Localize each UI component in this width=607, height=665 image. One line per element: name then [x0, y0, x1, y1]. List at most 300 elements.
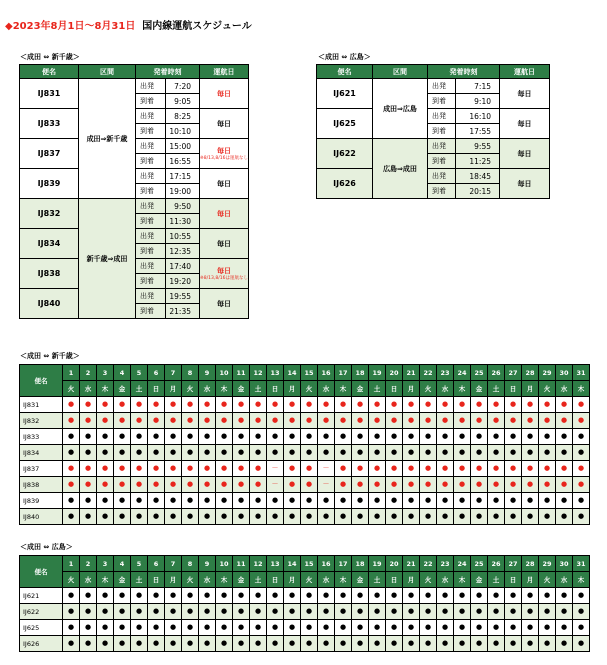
flight-dot: ● — [509, 591, 517, 599]
departure-label: 出発 — [136, 169, 166, 184]
flight-dot: ● — [560, 400, 568, 408]
arrival-label: 到着 — [428, 94, 456, 109]
day-cell — [454, 509, 471, 525]
flight-number: IJ626 — [317, 169, 373, 199]
day-cell — [505, 588, 522, 604]
flight-number: IJ831 — [20, 397, 63, 413]
flight-dot: ● — [84, 432, 92, 440]
weekday: 火 — [63, 381, 80, 397]
day-cell — [216, 413, 233, 429]
day-cell — [284, 636, 301, 652]
operation-days-label: 毎日 — [217, 266, 231, 275]
day-cell — [386, 477, 403, 493]
flight-dot: ● — [67, 496, 75, 504]
arrival-time: 11:30 — [166, 214, 200, 229]
day-cell — [369, 477, 386, 493]
flight-dot: ● — [356, 623, 364, 631]
day-cell — [352, 413, 369, 429]
flight-dot: ● — [356, 448, 364, 456]
flight-dot: ● — [373, 432, 381, 440]
departure-label: 出発 — [136, 139, 166, 154]
day-cell — [352, 588, 369, 604]
weekday: 金 — [114, 572, 131, 588]
day-cell — [114, 461, 131, 477]
flight-number: IJ837 — [20, 139, 79, 169]
day-cell — [301, 588, 318, 604]
day-cell — [80, 461, 97, 477]
day-cell — [505, 413, 522, 429]
weekday: 土 — [131, 572, 148, 588]
day-cell — [318, 461, 335, 477]
day-cell — [80, 636, 97, 652]
day-cell — [386, 636, 403, 652]
day-number: 10 — [216, 365, 233, 381]
day-cell — [335, 620, 352, 636]
departure-label: 出発 — [428, 139, 456, 154]
day-cell — [165, 413, 182, 429]
day-cell — [403, 397, 420, 413]
day-cell — [250, 620, 267, 636]
flight-dot: ● — [271, 512, 279, 520]
day-number: 31 — [573, 556, 590, 572]
day-number: 15 — [301, 365, 318, 381]
day-cell — [573, 445, 590, 461]
day-cell — [488, 588, 505, 604]
flight-dot: ● — [526, 480, 534, 488]
flight-number: IJ626 — [20, 636, 63, 652]
day-cell — [131, 620, 148, 636]
day-number: 27 — [505, 365, 522, 381]
header-route: 区間 — [373, 65, 428, 79]
flight-dot: ● — [543, 591, 551, 599]
day-cell — [97, 397, 114, 413]
flight-dot: ● — [526, 591, 534, 599]
flight-dot: ● — [339, 432, 347, 440]
day-cell — [352, 636, 369, 652]
calendar-row — [20, 413, 590, 429]
day-cell — [233, 636, 250, 652]
flight-dot: ● — [356, 607, 364, 615]
flight-dot: ● — [237, 496, 245, 504]
flight-dot: ● — [254, 448, 262, 456]
arrival-label: 到着 — [136, 184, 166, 199]
flight-dot: ● — [186, 591, 194, 599]
flight-dot: ● — [356, 591, 364, 599]
flight-dot: ● — [560, 464, 568, 472]
weekday: 水 — [556, 381, 573, 397]
flight-dot: ● — [101, 432, 109, 440]
flight-dot: ● — [101, 639, 109, 647]
departure-label: 出発 — [136, 259, 166, 274]
flight-dot: ● — [577, 432, 585, 440]
flight-dot: ● — [458, 448, 466, 456]
day-cell — [216, 509, 233, 525]
flight-dot: ● — [407, 416, 415, 424]
day-cell — [573, 477, 590, 493]
flight-dot: ● — [169, 448, 177, 456]
calendar-row — [20, 509, 590, 525]
flight-dot: ● — [254, 639, 262, 647]
day-cell — [63, 588, 80, 604]
flight-dot: ● — [339, 464, 347, 472]
day-number: 26 — [488, 556, 505, 572]
day-cell — [335, 413, 352, 429]
flight-dot: ● — [271, 416, 279, 424]
day-cell — [573, 604, 590, 620]
weekday: 日 — [505, 572, 522, 588]
day-cell — [114, 477, 131, 493]
flight-dot: ● — [84, 464, 92, 472]
flight-dot: ● — [271, 400, 279, 408]
day-cell — [505, 397, 522, 413]
flight-dot: ● — [509, 496, 517, 504]
flight-number: IJ837 — [20, 461, 63, 477]
flight-dot: ● — [186, 639, 194, 647]
flight-dot: ● — [339, 623, 347, 631]
flight-dot: ● — [373, 639, 381, 647]
flight-dot: ● — [254, 496, 262, 504]
day-cell — [131, 604, 148, 620]
day-cell — [301, 604, 318, 620]
operation-days-label: 毎日 — [217, 146, 231, 155]
flight-dot: ● — [118, 464, 126, 472]
flight-number: IJ621 — [317, 79, 373, 109]
weekday: 日 — [386, 381, 403, 397]
flight-dot: ● — [118, 496, 126, 504]
day-cell — [488, 493, 505, 509]
flight-dot: ● — [560, 496, 568, 504]
flight-number: IJ622 — [317, 139, 373, 169]
weekday: 月 — [403, 381, 420, 397]
flight-dot: ● — [492, 416, 500, 424]
day-cell — [369, 604, 386, 620]
flight-dot: ● — [186, 496, 194, 504]
departure-label: 出発 — [136, 229, 166, 244]
flight-dot: ● — [373, 464, 381, 472]
flight-dot: ● — [356, 639, 364, 647]
flight-dot: ● — [390, 416, 398, 424]
flight-dot: ● — [560, 448, 568, 456]
day-cell — [386, 445, 403, 461]
day-cell — [573, 636, 590, 652]
day-number: 31 — [573, 365, 590, 381]
flight-dot: ● — [424, 464, 432, 472]
day-cell — [63, 493, 80, 509]
day-cell — [199, 493, 216, 509]
day-cell — [165, 604, 182, 620]
operation-days-label: 毎日 — [217, 239, 231, 248]
flight-number: IJ834 — [20, 229, 79, 259]
weekday: 水 — [318, 572, 335, 588]
flight-dot: ● — [560, 512, 568, 520]
day-cell — [437, 445, 454, 461]
flight-number: IJ838 — [20, 259, 79, 289]
day-cell — [471, 588, 488, 604]
flight-dot: ● — [203, 623, 211, 631]
flight-dot: ● — [509, 448, 517, 456]
day-cell — [233, 588, 250, 604]
flight-dot: ● — [186, 416, 194, 424]
weekday: 木 — [335, 572, 352, 588]
operation-days-label: 毎日 — [217, 179, 231, 188]
calendar-row — [20, 397, 590, 413]
flight-dot: ● — [424, 512, 432, 520]
flight-dot: ● — [424, 480, 432, 488]
flight-dot: ● — [492, 496, 500, 504]
day-cell — [420, 493, 437, 509]
flight-dot: ● — [339, 591, 347, 599]
header-days: 運航日 — [500, 65, 550, 79]
flight-dot: ● — [390, 591, 398, 599]
schedule-table-sapporo — [19, 64, 249, 319]
operation-note: ※8/13,8/16は運航なし — [200, 155, 248, 161]
day-cell — [267, 477, 284, 493]
flight-dot: ● — [101, 512, 109, 520]
flight-dot: ● — [441, 512, 449, 520]
flight-dot: ● — [186, 400, 194, 408]
weekday: 水 — [556, 572, 573, 588]
day-cell — [182, 636, 199, 652]
day-cell — [556, 588, 573, 604]
weekday: 金 — [233, 381, 250, 397]
flight-dot: ● — [322, 623, 330, 631]
day-cell — [114, 604, 131, 620]
flight-dot: ● — [560, 639, 568, 647]
flight-number: IJ833 — [20, 429, 63, 445]
weekday: 火 — [63, 572, 80, 588]
day-cell — [80, 620, 97, 636]
day-cell — [199, 588, 216, 604]
flight-dot: ● — [220, 432, 228, 440]
flight-dot: ● — [509, 416, 517, 424]
day-cell — [182, 461, 199, 477]
flight-dot: ● — [152, 496, 160, 504]
day-cell — [80, 413, 97, 429]
day-cell — [318, 445, 335, 461]
weekday: 水 — [318, 381, 335, 397]
flight-dot: ● — [424, 607, 432, 615]
day-cell — [488, 620, 505, 636]
day-cell — [556, 477, 573, 493]
day-cell — [148, 413, 165, 429]
day-cell — [369, 461, 386, 477]
departure-time: 9:55 — [456, 139, 500, 154]
departure-time: 17:15 — [166, 169, 200, 184]
day-cell — [63, 477, 80, 493]
no-flight-dash: － — [271, 480, 279, 488]
day-cell — [403, 461, 420, 477]
flight-dot: ● — [118, 623, 126, 631]
day-cell — [97, 477, 114, 493]
flight-dot: ● — [118, 432, 126, 440]
arrival-time: 9:05 — [166, 94, 200, 109]
flight-dot: ● — [390, 464, 398, 472]
flight-dot: ● — [305, 607, 313, 615]
flight-dot: ● — [84, 400, 92, 408]
day-number: 1 — [63, 365, 80, 381]
day-cell — [505, 509, 522, 525]
weekday: 土 — [131, 381, 148, 397]
flight-dot: ● — [577, 607, 585, 615]
departure-time: 18:45 — [456, 169, 500, 184]
flight-number: IJ839 — [20, 169, 79, 199]
day-cell — [556, 413, 573, 429]
flight-dot: ● — [305, 416, 313, 424]
flight-dot: ● — [560, 480, 568, 488]
flight-dot: ● — [101, 607, 109, 615]
day-number: 20 — [386, 556, 403, 572]
flight-dot: ● — [152, 639, 160, 647]
departure-time: 17:40 — [166, 259, 200, 274]
day-number: 24 — [454, 556, 471, 572]
day-cell — [131, 413, 148, 429]
weekday: 火 — [182, 572, 199, 588]
day-cell — [63, 445, 80, 461]
day-cell — [80, 588, 97, 604]
day-cell — [369, 413, 386, 429]
flight-dot: ● — [458, 623, 466, 631]
day-cell — [522, 604, 539, 620]
day-number: 8 — [182, 556, 199, 572]
day-cell — [165, 445, 182, 461]
flight-dot: ● — [424, 416, 432, 424]
flight-dot: ● — [288, 416, 296, 424]
day-cell — [97, 620, 114, 636]
flight-number: IJ839 — [20, 493, 63, 509]
flight-dot: ● — [356, 432, 364, 440]
day-cell — [97, 509, 114, 525]
day-cell — [165, 493, 182, 509]
day-cell — [114, 445, 131, 461]
weekday: 木 — [216, 572, 233, 588]
day-cell — [454, 445, 471, 461]
day-cell — [573, 509, 590, 525]
flight-dot: ● — [475, 464, 483, 472]
flight-dot: ● — [135, 512, 143, 520]
flight-dot: ● — [390, 639, 398, 647]
day-number: 14 — [284, 556, 301, 572]
day-cell — [114, 588, 131, 604]
flight-dot: ● — [322, 448, 330, 456]
flight-dot: ● — [237, 432, 245, 440]
flight-dot: ● — [475, 607, 483, 615]
day-cell — [505, 477, 522, 493]
header-time: 発着時刻 — [428, 65, 500, 79]
header-flight: 便名 — [317, 65, 373, 79]
day-cell — [403, 445, 420, 461]
weekday: 木 — [454, 381, 471, 397]
day-number: 23 — [437, 365, 454, 381]
day-cell — [63, 413, 80, 429]
weekday: 火 — [539, 572, 556, 588]
day-cell — [556, 636, 573, 652]
flight-dot: ● — [577, 623, 585, 631]
day-cell — [182, 429, 199, 445]
flight-dot: ● — [67, 480, 75, 488]
weekday: 月 — [284, 381, 301, 397]
day-cell — [250, 588, 267, 604]
day-cell — [199, 461, 216, 477]
arrival-time: 19:20 — [166, 274, 200, 289]
flight-dot: ● — [203, 464, 211, 472]
departure-label: 出発 — [136, 109, 166, 124]
flight-dot: ● — [152, 480, 160, 488]
day-cell — [131, 509, 148, 525]
day-number: 23 — [437, 556, 454, 572]
flight-dot: ● — [169, 400, 177, 408]
day-cell — [267, 397, 284, 413]
day-cell — [522, 493, 539, 509]
flight-dot: ● — [84, 512, 92, 520]
flight-dot: ● — [67, 432, 75, 440]
schedule-row — [317, 109, 550, 124]
day-cell — [284, 588, 301, 604]
departure-label: 出発 — [428, 79, 456, 94]
day-cell — [437, 636, 454, 652]
flight-dot: ● — [407, 591, 415, 599]
flight-dot: ● — [492, 448, 500, 456]
day-cell — [335, 636, 352, 652]
day-cell — [148, 461, 165, 477]
day-cell — [403, 636, 420, 652]
flight-dot: ● — [271, 496, 279, 504]
flight-dot: ● — [84, 623, 92, 631]
flight-dot: ● — [220, 448, 228, 456]
day-cell — [352, 620, 369, 636]
day-cell — [386, 413, 403, 429]
day-number: 4 — [114, 556, 131, 572]
flight-dot: ● — [526, 416, 534, 424]
day-cell — [182, 413, 199, 429]
day-cell — [505, 620, 522, 636]
day-cell — [63, 604, 80, 620]
flight-dot: ● — [509, 639, 517, 647]
flight-dot: ● — [373, 512, 381, 520]
flight-dot: ● — [186, 448, 194, 456]
flight-dot: ● — [390, 432, 398, 440]
flight-dot: ● — [220, 496, 228, 504]
day-cell — [182, 588, 199, 604]
flight-dot: ● — [203, 400, 211, 408]
weekday: 木 — [573, 572, 590, 588]
flight-dot: ● — [305, 623, 313, 631]
day-number: 12 — [250, 556, 267, 572]
calendar-row — [20, 588, 590, 604]
day-cell — [216, 429, 233, 445]
departure-time: 7:15 — [456, 79, 500, 94]
header-days: 運航日 — [200, 65, 249, 79]
day-cell — [556, 445, 573, 461]
flight-dot: ● — [67, 416, 75, 424]
day-cell — [199, 636, 216, 652]
day-cell — [318, 604, 335, 620]
flight-dot: ● — [220, 639, 228, 647]
day-cell — [250, 445, 267, 461]
day-cell — [539, 477, 556, 493]
schedule-table-hiroshima — [316, 64, 550, 199]
day-cell — [539, 413, 556, 429]
flight-dot: ● — [390, 448, 398, 456]
schedule-row — [20, 79, 249, 94]
day-cell — [556, 493, 573, 509]
day-cell — [63, 461, 80, 477]
day-number: 21 — [403, 556, 420, 572]
flight-dot: ● — [305, 496, 313, 504]
day-number: 30 — [556, 365, 573, 381]
day-number: 9 — [199, 556, 216, 572]
day-cell — [471, 413, 488, 429]
flight-dot: ● — [254, 607, 262, 615]
